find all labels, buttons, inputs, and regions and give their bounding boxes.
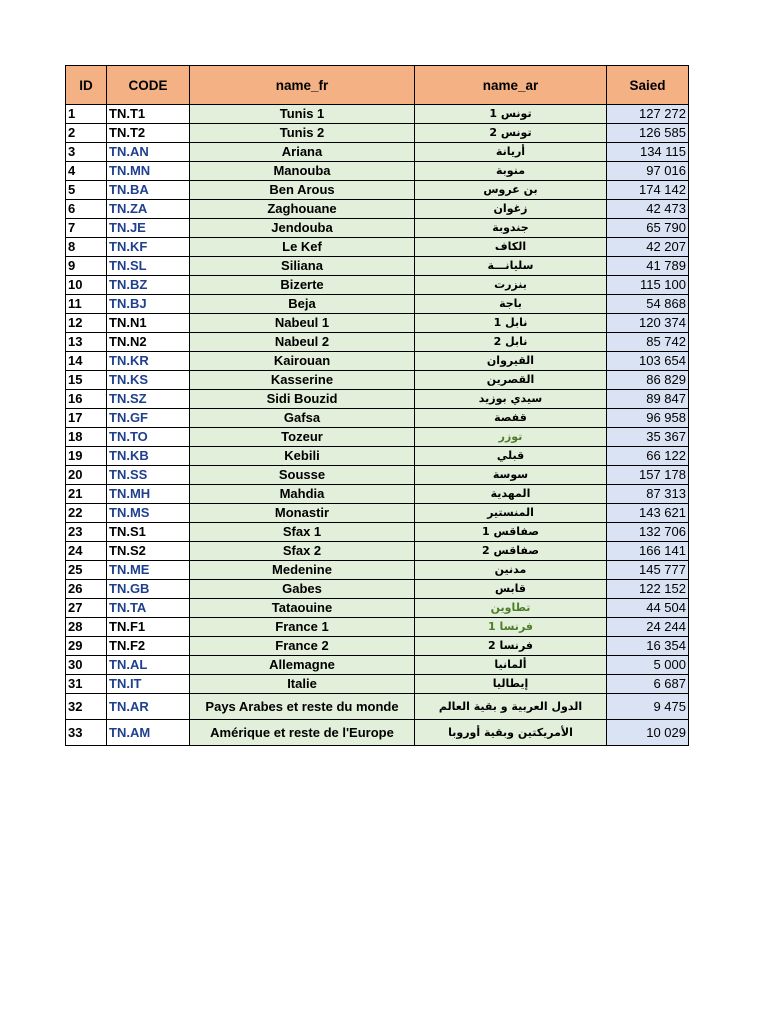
cell-code: TN.SZ <box>107 390 190 409</box>
cell-code: TN.IT <box>107 675 190 694</box>
cell-code: TN.BZ <box>107 276 190 295</box>
cell-code: TN.N2 <box>107 333 190 352</box>
cell-id: 28 <box>66 618 107 637</box>
cell-code: TN.S2 <box>107 542 190 561</box>
cell-saied: 166 141 <box>607 542 689 561</box>
cell-code: TN.TA <box>107 599 190 618</box>
cell-id: 7 <box>66 219 107 238</box>
table-row <box>66 466 689 485</box>
cell-saied: 6 687 <box>607 675 689 694</box>
cell-name-fr: Medenine <box>190 561 415 580</box>
cell-code: TN.SL <box>107 257 190 276</box>
table-row <box>66 238 689 257</box>
cell-name-fr: Italie <box>190 675 415 694</box>
cell-code: TN.MN <box>107 162 190 181</box>
cell-saied: 96 958 <box>607 409 689 428</box>
cell-name-ar: المنستير <box>415 504 607 523</box>
cell-id: 13 <box>66 333 107 352</box>
cell-name-fr: Ben Arous <box>190 181 415 200</box>
cell-saied: 120 374 <box>607 314 689 333</box>
table-row <box>66 276 689 295</box>
cell-id: 26 <box>66 580 107 599</box>
table-row <box>66 200 689 219</box>
header-code: CODE <box>107 66 190 105</box>
cell-code: TN.SS <box>107 466 190 485</box>
cell-id: 24 <box>66 542 107 561</box>
cell-code: TN.F1 <box>107 618 190 637</box>
cell-name-ar: نابل 1 <box>415 314 607 333</box>
cell-name-fr: Siliana <box>190 257 415 276</box>
table-row <box>66 314 689 333</box>
cell-saied: 42 207 <box>607 238 689 257</box>
cell-name-ar: سيدي بوزيد <box>415 390 607 409</box>
cell-name-ar: قابس <box>415 580 607 599</box>
cell-name-ar: إيطاليا <box>415 675 607 694</box>
cell-code: TN.T1 <box>107 105 190 124</box>
cell-id: 12 <box>66 314 107 333</box>
table-row <box>66 637 689 656</box>
cell-id: 27 <box>66 599 107 618</box>
cell-name-ar: قبلي <box>415 447 607 466</box>
table-row <box>66 675 689 694</box>
cell-id: 17 <box>66 409 107 428</box>
cell-code: TN.BJ <box>107 295 190 314</box>
table-row <box>66 504 689 523</box>
cell-code: TN.MH <box>107 485 190 504</box>
cell-saied: 103 654 <box>607 352 689 371</box>
cell-name-fr: France 2 <box>190 637 415 656</box>
cell-name-fr: Kasserine <box>190 371 415 390</box>
cell-code: TN.BA <box>107 181 190 200</box>
cell-name-ar: مدنين <box>415 561 607 580</box>
table-row <box>66 181 689 200</box>
header-row <box>66 66 689 105</box>
cell-id: 18 <box>66 428 107 447</box>
cell-id: 5 <box>66 181 107 200</box>
cell-name-ar: القصرين <box>415 371 607 390</box>
cell-code: TN.ME <box>107 561 190 580</box>
table-row <box>66 694 689 720</box>
cell-name-ar: ألمانيا <box>415 656 607 675</box>
cell-id: 2 <box>66 124 107 143</box>
cell-code: TN.GB <box>107 580 190 599</box>
cell-id: 6 <box>66 200 107 219</box>
cell-id: 20 <box>66 466 107 485</box>
cell-saied: 122 152 <box>607 580 689 599</box>
cell-id: 33 <box>66 720 107 746</box>
cell-name-ar: سوسة <box>415 466 607 485</box>
cell-saied: 143 621 <box>607 504 689 523</box>
cell-id: 31 <box>66 675 107 694</box>
cell-code: TN.AL <box>107 656 190 675</box>
cell-saied: 35 367 <box>607 428 689 447</box>
table-row <box>66 485 689 504</box>
cell-code: TN.MS <box>107 504 190 523</box>
table-row <box>66 219 689 238</box>
cell-name-ar: جندوبة <box>415 219 607 238</box>
cell-name-ar: فرنسا 1 <box>415 618 607 637</box>
cell-saied: 24 244 <box>607 618 689 637</box>
cell-name-ar: بن عروس <box>415 181 607 200</box>
data-table <box>65 65 689 746</box>
cell-code: TN.AM <box>107 720 190 746</box>
cell-id: 30 <box>66 656 107 675</box>
cell-saied: 134 115 <box>607 143 689 162</box>
table-row <box>66 720 689 746</box>
cell-saied: 115 100 <box>607 276 689 295</box>
cell-saied: 65 790 <box>607 219 689 238</box>
cell-name-fr: Pays Arabes et reste du monde <box>190 694 415 720</box>
cell-saied: 97 016 <box>607 162 689 181</box>
cell-saied: 44 504 <box>607 599 689 618</box>
cell-saied: 145 777 <box>607 561 689 580</box>
cell-name-fr: Sidi Bouzid <box>190 390 415 409</box>
cell-name-ar: تونس 1 <box>415 105 607 124</box>
cell-saied: 127 272 <box>607 105 689 124</box>
cell-code: TN.KR <box>107 352 190 371</box>
cell-saied: 86 829 <box>607 371 689 390</box>
cell-name-fr: Jendouba <box>190 219 415 238</box>
table-row <box>66 333 689 352</box>
cell-id: 25 <box>66 561 107 580</box>
cell-id: 3 <box>66 143 107 162</box>
cell-name-ar: نابل 2 <box>415 333 607 352</box>
cell-saied: 54 868 <box>607 295 689 314</box>
table-row <box>66 561 689 580</box>
cell-id: 1 <box>66 105 107 124</box>
cell-name-fr: Gafsa <box>190 409 415 428</box>
cell-name-fr: Sfax 1 <box>190 523 415 542</box>
table-row <box>66 257 689 276</box>
cell-saied: 66 122 <box>607 447 689 466</box>
cell-saied: 126 585 <box>607 124 689 143</box>
cell-name-ar: صفاقس 1 <box>415 523 607 542</box>
cell-id: 32 <box>66 694 107 720</box>
header-name-fr: name_fr <box>190 66 415 105</box>
cell-name-ar: الكاف <box>415 238 607 257</box>
cell-saied: 174 142 <box>607 181 689 200</box>
cell-code: TN.KS <box>107 371 190 390</box>
cell-code: TN.JE <box>107 219 190 238</box>
table-row <box>66 352 689 371</box>
cell-name-fr: Kairouan <box>190 352 415 371</box>
cell-name-fr: Nabeul 1 <box>190 314 415 333</box>
table-row <box>66 656 689 675</box>
cell-id: 29 <box>66 637 107 656</box>
table-row <box>66 447 689 466</box>
cell-name-fr: Sfax 2 <box>190 542 415 561</box>
cell-name-fr: Tunis 1 <box>190 105 415 124</box>
table-row <box>66 580 689 599</box>
cell-name-fr: Kebili <box>190 447 415 466</box>
cell-id: 15 <box>66 371 107 390</box>
cell-code: TN.N1 <box>107 314 190 333</box>
header-name-ar: name_ar <box>415 66 607 105</box>
cell-name-ar: توزر <box>415 428 607 447</box>
cell-name-ar: تونس 2 <box>415 124 607 143</box>
cell-code: TN.F2 <box>107 637 190 656</box>
cell-name-ar: قفصة <box>415 409 607 428</box>
cell-saied: 5 000 <box>607 656 689 675</box>
cell-name-ar: منوبة <box>415 162 607 181</box>
cell-name-fr: Le Kef <box>190 238 415 257</box>
cell-name-ar: تطاوين <box>415 599 607 618</box>
cell-name-fr: Ariana <box>190 143 415 162</box>
cell-id: 11 <box>66 295 107 314</box>
cell-id: 16 <box>66 390 107 409</box>
table-row <box>66 409 689 428</box>
table-row <box>66 162 689 181</box>
cell-name-fr: Manouba <box>190 162 415 181</box>
cell-name-fr: Beja <box>190 295 415 314</box>
cell-name-fr: Tataouine <box>190 599 415 618</box>
cell-saied: 42 473 <box>607 200 689 219</box>
cell-name-ar: القيروان <box>415 352 607 371</box>
table-row <box>66 618 689 637</box>
table-row <box>66 124 689 143</box>
cell-code: TN.AN <box>107 143 190 162</box>
cell-name-ar: المهدية <box>415 485 607 504</box>
cell-name-fr: Tunis 2 <box>190 124 415 143</box>
cell-saied: 89 847 <box>607 390 689 409</box>
cell-name-fr: France 1 <box>190 618 415 637</box>
cell-saied: 132 706 <box>607 523 689 542</box>
cell-name-ar: صفاقس 2 <box>415 542 607 561</box>
cell-code: TN.ZA <box>107 200 190 219</box>
cell-id: 10 <box>66 276 107 295</box>
cell-name-fr: Sousse <box>190 466 415 485</box>
cell-name-ar: الدول العربية و بقية العالم <box>415 694 607 720</box>
cell-code: TN.KB <box>107 447 190 466</box>
cell-saied: 10 029 <box>607 720 689 746</box>
cell-saied: 9 475 <box>607 694 689 720</box>
table-row <box>66 295 689 314</box>
cell-saied: 87 313 <box>607 485 689 504</box>
cell-name-fr: Allemagne <box>190 656 415 675</box>
header-id: ID <box>66 66 107 105</box>
cell-code: TN.AR <box>107 694 190 720</box>
cell-code: TN.TO <box>107 428 190 447</box>
table-row <box>66 523 689 542</box>
cell-saied: 85 742 <box>607 333 689 352</box>
cell-name-ar: فرنسا 2 <box>415 637 607 656</box>
cell-name-ar: باجة <box>415 295 607 314</box>
cell-name-ar: أريانة <box>415 143 607 162</box>
table-row <box>66 371 689 390</box>
cell-id: 8 <box>66 238 107 257</box>
cell-name-fr: Nabeul 2 <box>190 333 415 352</box>
cell-id: 23 <box>66 523 107 542</box>
cell-name-fr: Mahdia <box>190 485 415 504</box>
cell-name-fr: Bizerte <box>190 276 415 295</box>
cell-name-fr: Tozeur <box>190 428 415 447</box>
cell-name-fr: Gabes <box>190 580 415 599</box>
cell-code: TN.GF <box>107 409 190 428</box>
cell-code: TN.T2 <box>107 124 190 143</box>
table-row <box>66 390 689 409</box>
table-row <box>66 599 689 618</box>
header-saied: Saied <box>607 66 689 105</box>
table-row <box>66 143 689 162</box>
table-row <box>66 105 689 124</box>
cell-id: 21 <box>66 485 107 504</box>
cell-name-ar: سليانـــة <box>415 257 607 276</box>
table-row <box>66 428 689 447</box>
cell-saied: 41 789 <box>607 257 689 276</box>
cell-saied: 157 178 <box>607 466 689 485</box>
cell-name-fr: Zaghouane <box>190 200 415 219</box>
cell-name-ar: بنزرت <box>415 276 607 295</box>
cell-name-fr: Monastir <box>190 504 415 523</box>
cell-id: 22 <box>66 504 107 523</box>
cell-code: TN.KF <box>107 238 190 257</box>
cell-id: 9 <box>66 257 107 276</box>
cell-id: 4 <box>66 162 107 181</box>
cell-name-ar: زغوان <box>415 200 607 219</box>
cell-name-ar: الأمريكتين وبقية أوروبا <box>415 720 607 746</box>
cell-id: 14 <box>66 352 107 371</box>
cell-id: 19 <box>66 447 107 466</box>
cell-code: TN.S1 <box>107 523 190 542</box>
cell-name-fr: Amérique et reste de l'Europe <box>190 720 415 746</box>
table-row <box>66 542 689 561</box>
cell-saied: 16 354 <box>607 637 689 656</box>
